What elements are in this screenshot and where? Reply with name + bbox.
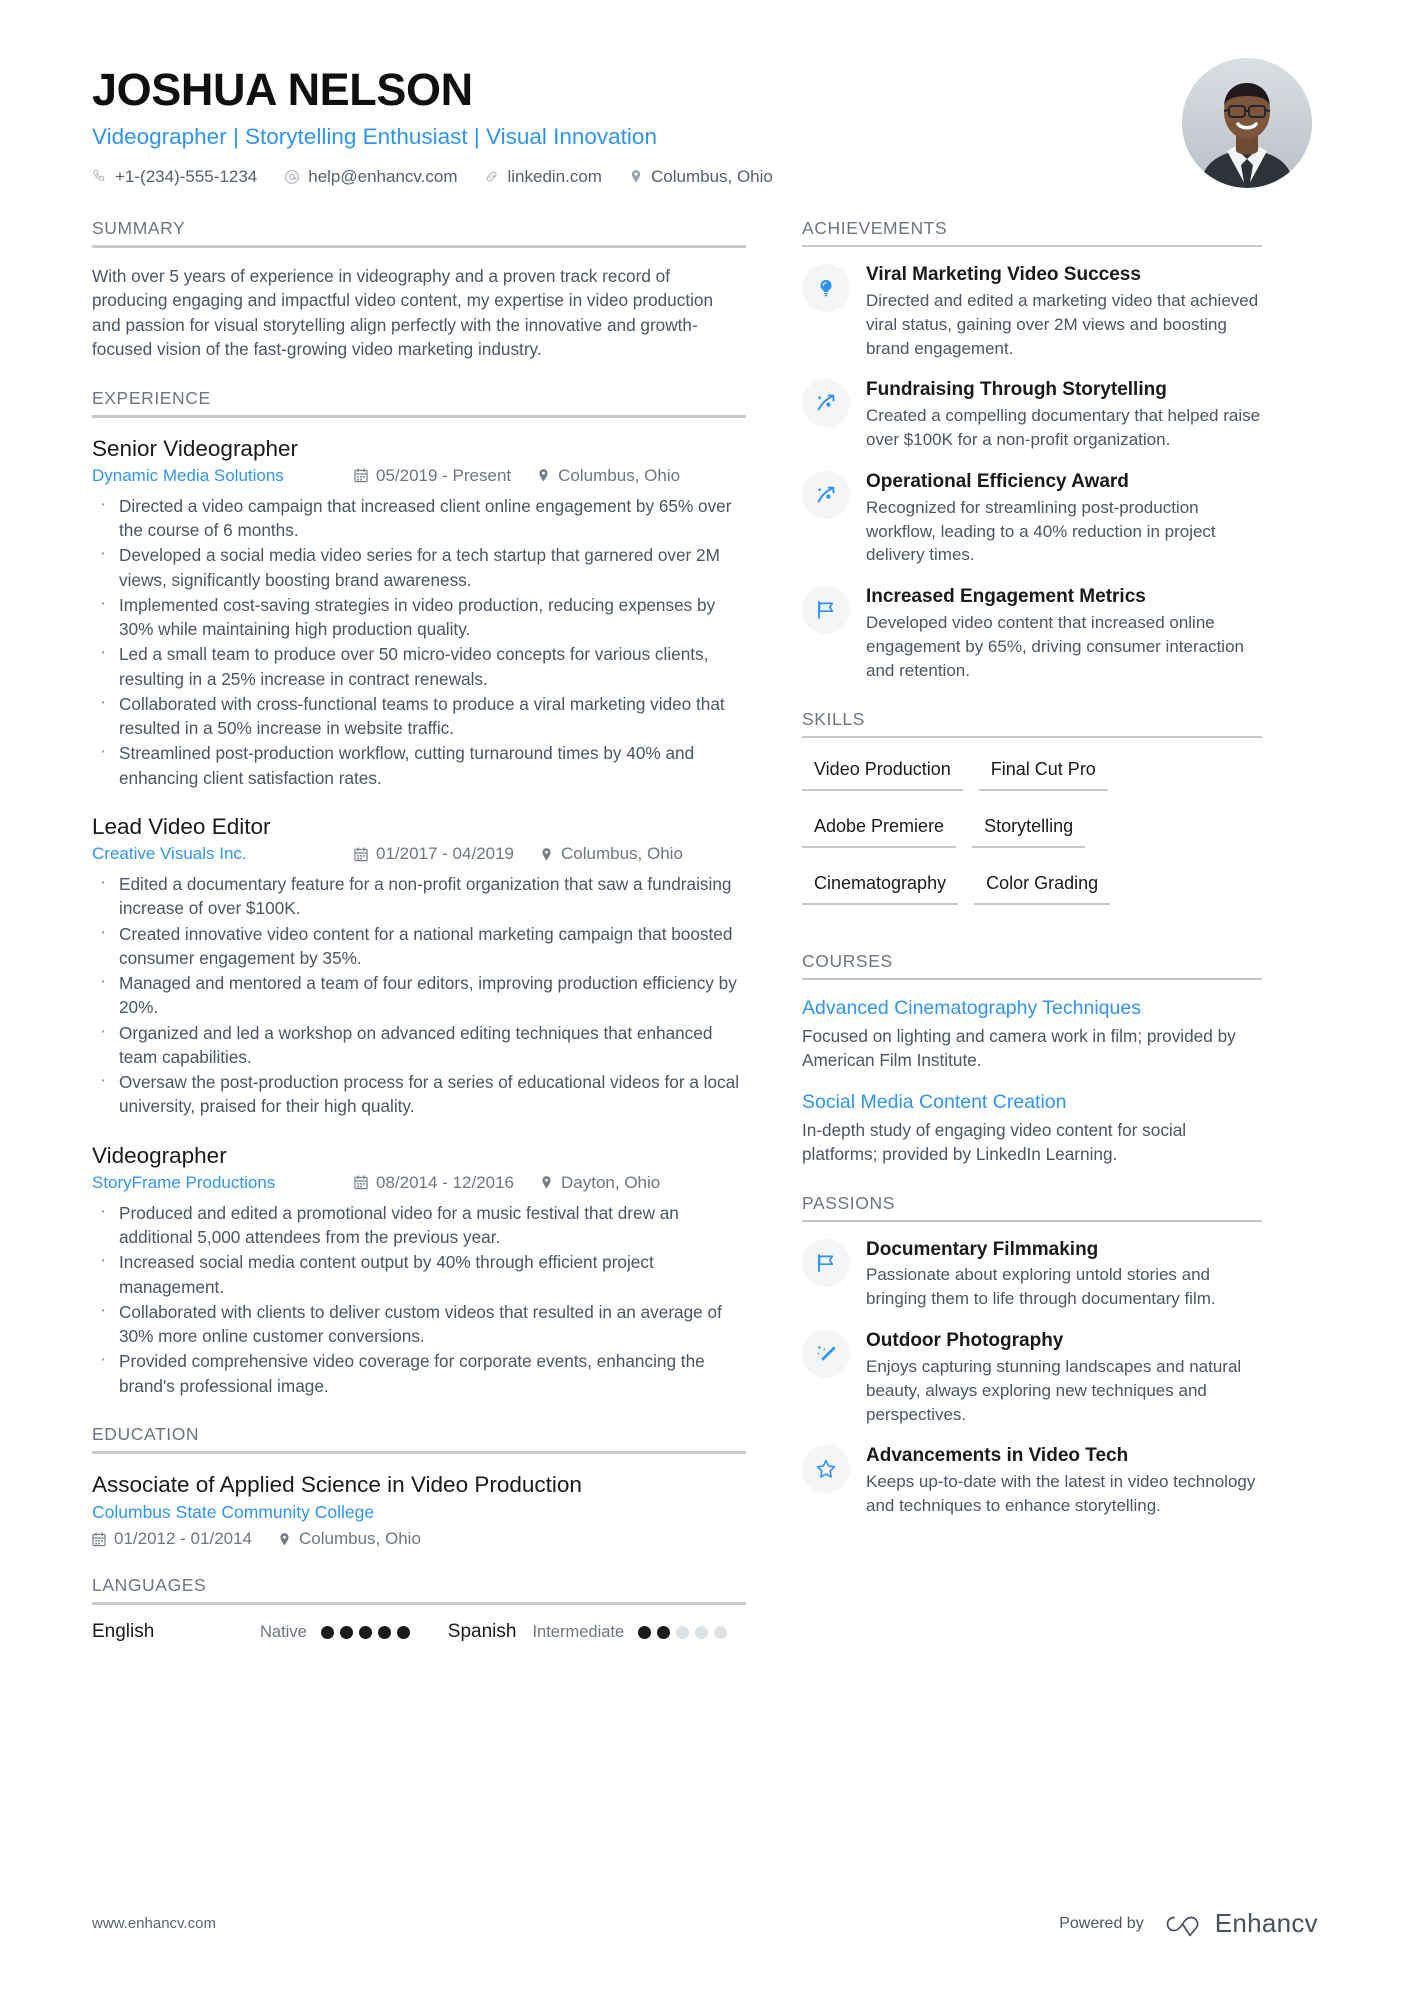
- course-item: [802, 1090, 1262, 1167]
- job-title: Lead Video Editor: [92, 813, 271, 839]
- calendar-icon: [92, 1532, 106, 1547]
- location-icon: [537, 468, 550, 483]
- page-title: JOSHUA NELSON: [92, 64, 473, 115]
- rating-dot: [657, 1626, 670, 1639]
- education-meta: [92, 1529, 746, 1549]
- flag-icon: [802, 1239, 850, 1287]
- achievement-item-title: Operational Efficiency Award: [866, 470, 1129, 492]
- list-item: · Implemented cost-saving strategies in video production, reducing expenses by 30% while maintaining high production quality.: [92, 593, 746, 642]
- achievement-item-body: [866, 263, 1262, 360]
- achievements-list: [802, 263, 1262, 683]
- location-icon: [540, 847, 553, 862]
- experience-item: [92, 1141, 746, 1398]
- skill-tag: Video Production: [802, 754, 963, 791]
- divider: [802, 978, 1262, 980]
- passion-item-body: [866, 1444, 1262, 1518]
- experience-item: [92, 812, 746, 1119]
- flag-icon: [802, 586, 850, 634]
- achievement-item-title: Viral Marketing Video Success: [866, 264, 1141, 285]
- section-education: [92, 1424, 746, 1549]
- achievement-item-body: [866, 378, 1262, 452]
- list-item: · Managed and mentored a team of four editors, improving production efficiency by 20%.: [92, 971, 746, 1020]
- language-item: [448, 1621, 727, 1643]
- list-item: · Increased social media content output by 40% through efficient project management.: [92, 1250, 746, 1299]
- section-passions: [802, 1193, 1262, 1518]
- list-item: · Collaborated with cross-functional teams to produce a viral marketing video that resulted in a 50% increase in website traffic.: [92, 692, 746, 741]
- list-item: · Provided comprehensive video coverage for corporate events, enhancing the brand's professional image.: [92, 1349, 746, 1398]
- page-footer: [92, 1908, 1318, 1939]
- list-item: · Directed a video campaign that increased client online engagement by 65% over the course of 6 months.: [92, 494, 746, 543]
- section-title-education: EDUCATION: [92, 1423, 200, 1444]
- achievement-item-description: Created a compelling documentary that helped raise over $100K for a non-profit organization.: [866, 406, 1261, 450]
- job-location-text: Dayton, Ohio: [561, 1172, 661, 1192]
- calendar-icon: [354, 468, 368, 483]
- phone-icon: [92, 169, 107, 184]
- courses-list: [802, 996, 1262, 1167]
- job-location: [540, 1173, 660, 1193]
- job-bullets: [92, 872, 746, 1119]
- section-summary: [92, 218, 746, 362]
- rating-dot: [638, 1626, 651, 1639]
- rating-dot: [378, 1626, 391, 1639]
- contact-phone-text: +1-(234)-555-1234: [115, 166, 258, 186]
- education-school[interactable]: Columbus State Community College: [92, 1502, 375, 1523]
- job-company[interactable]: StoryFrame Productions: [92, 1172, 276, 1192]
- achievement-item-body: [866, 470, 1262, 567]
- job-dates-text: 08/2014 - 12/2016: [376, 1172, 515, 1192]
- languages-list: [92, 1621, 746, 1643]
- job-dates: [354, 466, 511, 486]
- skill-tag: Color Grading: [974, 868, 1110, 905]
- achievement-item-description: Recognized for streamlining post-production workflow, leading to a 40% reduction in project delivery times.: [866, 497, 1216, 565]
- section-skills: [802, 709, 1262, 925]
- achievement-item-description: Directed and edited a marketing video that achieved viral status, gaining over 2M views and boosting brand engagement.: [866, 290, 1259, 358]
- passion-item: [802, 1329, 1262, 1426]
- education-dates: [92, 1529, 252, 1549]
- divider: [92, 1602, 746, 1605]
- email-icon: [284, 169, 300, 185]
- job-dates: [354, 844, 514, 864]
- section-achievements: [802, 218, 1262, 683]
- trending-up-icon: [802, 379, 850, 427]
- list-item: · Edited a documentary feature for a non-profit organization that saw a fundraising increase of over $100K.: [92, 872, 746, 921]
- divider: [92, 1451, 746, 1454]
- experience-list: [92, 434, 746, 1398]
- divider: [802, 1220, 1262, 1222]
- job-dates: [354, 1173, 514, 1193]
- right-column: [802, 218, 1262, 1544]
- education-dates-text: 01/2012 - 01/2014: [114, 1529, 253, 1549]
- skill-tag: Cinematography: [802, 868, 958, 905]
- rating-dot: [397, 1626, 410, 1639]
- divider: [802, 736, 1262, 738]
- language-level: Intermediate: [532, 1622, 625, 1641]
- course-title[interactable]: Social Media Content Creation: [802, 1091, 1067, 1114]
- left-column: [92, 218, 802, 1669]
- passion-item-title: Documentary Filmmaking: [866, 1238, 1099, 1260]
- calendar-icon: [354, 847, 368, 862]
- achievement-item: [802, 263, 1262, 360]
- star-icon: [802, 1445, 850, 1493]
- job-title: Senior Videographer: [92, 435, 298, 461]
- passion-item-body: [866, 1238, 1262, 1312]
- section-courses: [802, 951, 1262, 1167]
- divider: [802, 245, 1262, 247]
- passion-item: [802, 1444, 1262, 1518]
- brand-logo: [1160, 1908, 1318, 1939]
- trending-up-icon: [802, 471, 850, 519]
- enhancv-logo-icon: [1160, 1911, 1206, 1937]
- lightbulb-icon: [802, 264, 850, 312]
- job-company[interactable]: Creative Visuals Inc.: [92, 844, 247, 864]
- section-title-summary: SUMMARY: [92, 218, 186, 238]
- rating-dot: [321, 1626, 334, 1639]
- education-location: [278, 1529, 421, 1549]
- education-degree: Associate of Applied Science in Video Production: [92, 1471, 582, 1497]
- contact-location: [629, 167, 773, 187]
- resume-header: [92, 52, 1318, 188]
- education-location-text: Columbus, Ohio: [299, 1529, 421, 1549]
- contact-email[interactable]: [284, 167, 457, 187]
- contact-link[interactable]: [484, 167, 602, 187]
- course-item: [802, 996, 1262, 1073]
- language-rating: [638, 1626, 727, 1639]
- location-icon: [629, 169, 643, 184]
- rating-dot: [676, 1626, 689, 1639]
- contact-email-text: help@enhancv.com: [308, 166, 458, 186]
- section-title-courses: COURSES: [802, 950, 893, 971]
- job-location-text: Columbus, Ohio: [558, 465, 681, 485]
- calendar-icon: [354, 1175, 368, 1190]
- footer-url[interactable]: www.enhancv.com: [92, 1915, 216, 1932]
- language-level: Native: [260, 1622, 307, 1641]
- section-languages: [92, 1575, 746, 1643]
- job-title: Videographer: [92, 1142, 227, 1168]
- list-item: · Oversaw the post-production process for a series of educational videos for a local university, praised for their high quality.: [92, 1070, 746, 1119]
- job-meta: [92, 1173, 746, 1193]
- brand-name: Enhancv: [1214, 1908, 1318, 1938]
- job-bullets: [92, 494, 746, 790]
- divider: [92, 245, 746, 248]
- language-item: [92, 1621, 410, 1643]
- professional-headline: Videographer | Storytelling Enthusiast | Visual Innovation: [92, 123, 657, 149]
- achievement-item-body: [866, 585, 1262, 682]
- skill-tag: Adobe Premiere: [802, 811, 956, 848]
- experience-item: [92, 434, 746, 790]
- job-location-text: Columbus, Ohio: [561, 844, 683, 864]
- job-location: [537, 466, 680, 486]
- list-item: · Streamlined post-production workflow, cutting turnaround times by 40% and enhancing client satisfaction rates.: [92, 741, 746, 790]
- list-item: · Collaborated with clients to deliver custom videos that resulted in an average of 30% more online customer conversions.: [92, 1300, 746, 1349]
- rating-dot: [359, 1626, 372, 1639]
- location-icon: [278, 1532, 291, 1547]
- section-title-experience: EXPERIENCE: [92, 387, 211, 408]
- job-location: [540, 844, 683, 864]
- powered-by-label: Powered by: [1059, 1914, 1144, 1932]
- achievement-item-description: Developed video content that increased online engagement by 65%, driving consumer interaction and retention.: [866, 613, 1244, 680]
- language-name: English: [92, 1621, 155, 1643]
- achievement-item: [802, 378, 1262, 452]
- skills-list: [802, 754, 1262, 925]
- job-meta: [92, 466, 746, 486]
- section-title-passions: PASSIONS: [802, 1192, 895, 1213]
- skill-tag: Storytelling: [972, 811, 1085, 848]
- achievement-item-title: Increased Engagement Metrics: [866, 586, 1146, 608]
- contact-row: [92, 167, 800, 187]
- avatar-photo: [1182, 58, 1312, 188]
- achievement-item: [802, 470, 1262, 567]
- location-icon: [540, 1175, 553, 1190]
- job-company[interactable]: Dynamic Media Solutions: [92, 465, 284, 485]
- passion-item-title: Outdoor Photography: [866, 1330, 1064, 1352]
- passion-item: [802, 1238, 1262, 1312]
- section-experience: [92, 388, 746, 1398]
- course-description: Focused on lighting and camera work in film; provided by American Film Institute.: [802, 1025, 1236, 1070]
- avatar: [1182, 58, 1312, 188]
- job-dates-text: 05/2019 - Present: [376, 465, 512, 485]
- passions-list: [802, 1238, 1262, 1518]
- contact-phone[interactable]: [92, 167, 257, 187]
- rating-dot: [340, 1626, 353, 1639]
- passion-item-body: [866, 1329, 1262, 1426]
- achievement-item: [802, 585, 1262, 682]
- skill-tag: Final Cut Pro: [979, 754, 1108, 791]
- summary-text: With over 5 years of experience in videography and a proven track record of producing engaging and impactful video content, my expertise in video production and passion for visual storytelling align perfectly with the innovative and growth-focused vision of the fast-growing video marketing industry.: [92, 266, 714, 360]
- list-item: · Created innovative video content for a national marketing campaign that boosted consumer engagement by 35%.: [92, 922, 746, 971]
- resume-columns: [92, 218, 1318, 1669]
- job-bullets: [92, 1201, 746, 1398]
- header-text-block: [92, 52, 800, 187]
- course-description: In-depth study of engaging video content for social platforms; provided by LinkedIn Learning.: [802, 1120, 1187, 1165]
- contact-link-text: linkedin.com: [507, 166, 602, 186]
- link-icon: [484, 169, 499, 184]
- list-item: · Led a small team to produce over 50 micro-video concepts for various clients, resulting in a 25% increase in contract renewals.: [92, 642, 746, 691]
- list-item: · Produced and edited a promotional video for a music festival that drew an additional 5,000 attendees from the previous year.: [92, 1201, 746, 1250]
- achievement-item-title: Fundraising Through Storytelling: [866, 379, 1167, 401]
- section-title-skills: SKILLS: [802, 708, 865, 729]
- divider: [92, 415, 746, 418]
- language-name: Spanish: [447, 1621, 517, 1643]
- list-item: · Organized and led a workshop on advanced editing techniques that enhanced team capabilities.: [92, 1021, 746, 1070]
- language-rating: [321, 1626, 410, 1639]
- course-title[interactable]: Advanced Cinematography Techniques: [802, 996, 1141, 1019]
- passion-item-description: Keeps up-to-date with the latest in video technology and techniques to enhance storytelling.: [866, 1472, 1256, 1516]
- contact-location-text: Columbus, Ohio: [650, 166, 773, 186]
- passion-item-description: Enjoys capturing stunning landscapes and natural beauty, always exploring new techniques and perspectives.: [866, 1356, 1242, 1424]
- job-dates-text: 01/2017 - 04/2019: [376, 844, 515, 864]
- passion-item-description: Passionate about exploring untold stories and bringing them to life through documentary film.: [866, 1265, 1216, 1309]
- rating-dot: [714, 1626, 727, 1639]
- list-item: · Developed a social media video series for a tech startup that garnered over 2M views, significantly boosting brand awareness.: [92, 543, 746, 592]
- section-title-languages: LANGUAGES: [92, 1575, 207, 1596]
- section-title-achievements: ACHIEVEMENTS: [802, 218, 948, 238]
- footer-branding: [1059, 1908, 1318, 1939]
- magic-wand-icon: [802, 1330, 850, 1378]
- job-meta: [92, 844, 746, 864]
- rating-dot: [695, 1626, 708, 1639]
- passion-item-title: Advancements in Video Tech: [866, 1445, 1129, 1467]
